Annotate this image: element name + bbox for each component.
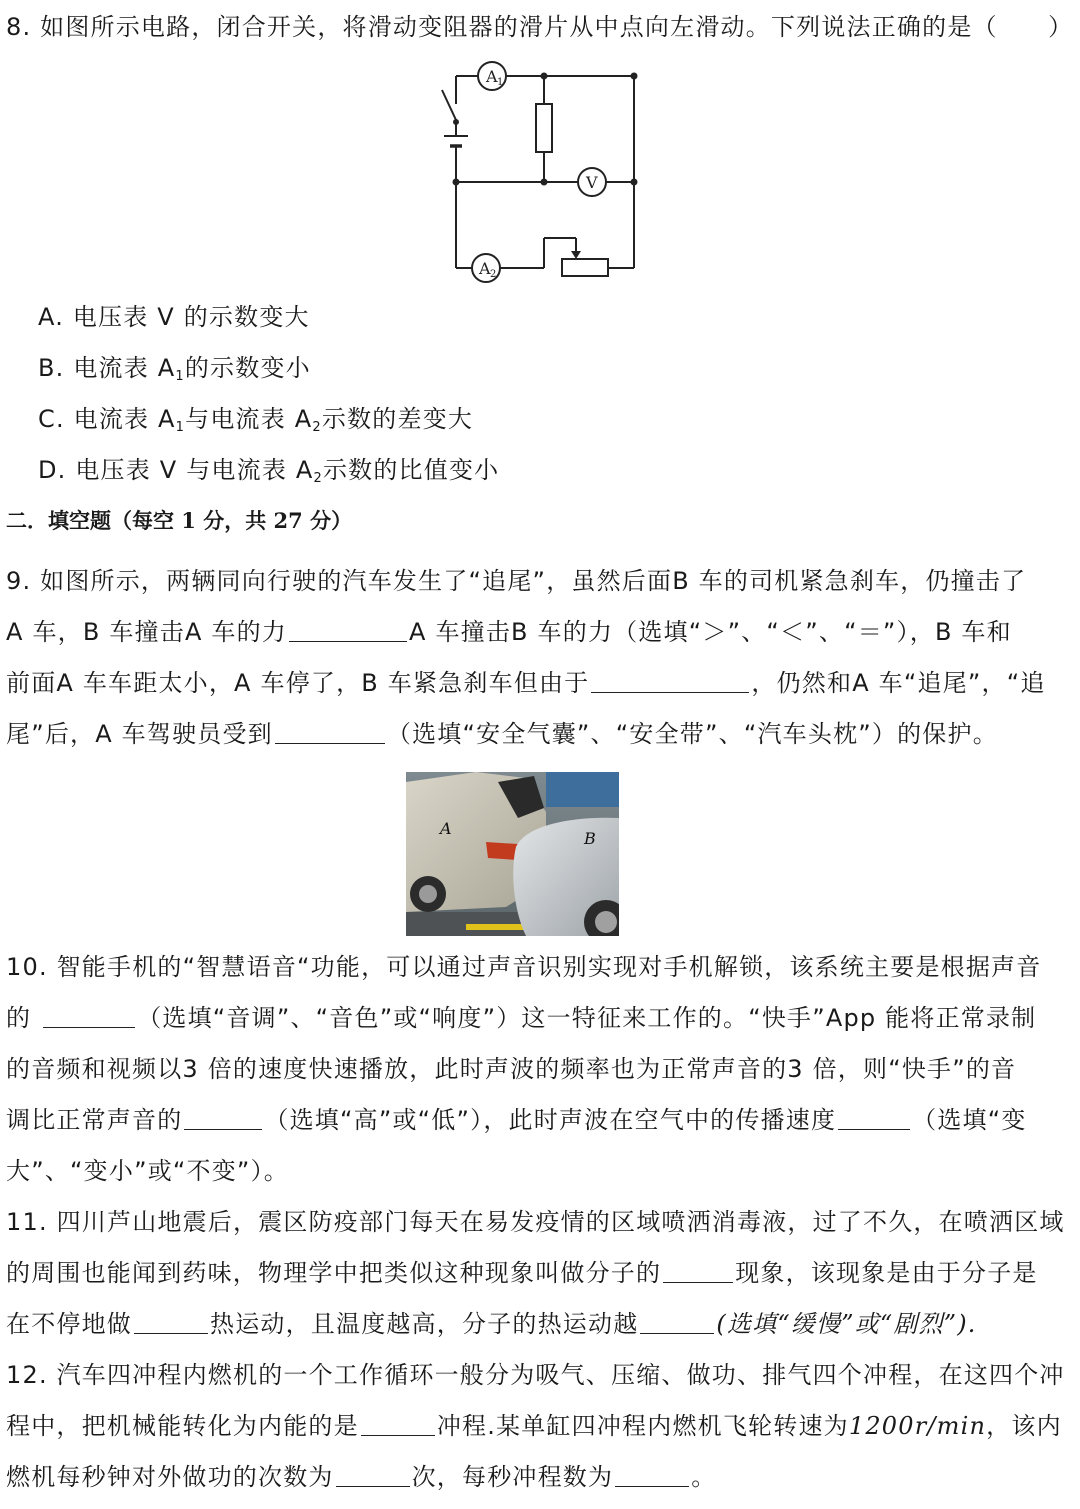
a2-label: A xyxy=(479,259,491,278)
resistor-symbol xyxy=(536,104,552,152)
q8-stem: 8. 如图所示电路，闭合开关，将滑动变阻器的滑片从中点向左滑动。下列说法正确的是（ ） xyxy=(6,13,1074,41)
q9-line-4: 尾”后，A 车驾驶员受到 （选填“安全气囊”、“安全带”、“汽车头枕”）的保护。 xyxy=(6,720,998,748)
q12-blank-1[interactable] xyxy=(361,1411,435,1436)
section-title: 二．填空题（每空 1 分，共 27 分） xyxy=(6,508,353,533)
q9-line-1: 9. 如图所示，两辆同向行驶的汽车发生了“追尾”，虽然后面B 车的司机紧急刹车，仍撞击了 xyxy=(6,567,1027,595)
battery-symbol xyxy=(444,136,468,146)
q12-line-2: 程中，把机械能转化为内能的是 冲程.某单缸四冲程内燃机飞轮转速为1200r/min，该内 xyxy=(6,1412,1062,1440)
q12-line-1: 12. 汽车四冲程内燃机的一个工作循环一般分为吸气、压缩、做功、排气四个冲程，在这四个冲 xyxy=(6,1361,1065,1389)
q12-blank-3[interactable] xyxy=(615,1462,689,1487)
car-a-label: A xyxy=(440,819,452,838)
circuit-diagram xyxy=(430,56,650,286)
q10-blank-1[interactable] xyxy=(43,1003,135,1028)
ammeter-a2 xyxy=(472,254,500,282)
voltmeter-v xyxy=(578,168,606,196)
a1-label: A xyxy=(486,67,498,86)
a2-sub-label: 2 xyxy=(490,269,497,280)
car-b-label: B xyxy=(584,829,596,848)
q10-line-2: 的 （选填“音调”、“音色”或“响度”）这一特征来工作的。“快手”App 能将正常录制 xyxy=(6,1004,1037,1032)
q11-line-2: 的周围也能闻到药味，物理学中把类似这种现象叫做分子的 现象，该现象是由于分子是 xyxy=(6,1259,1038,1287)
q12-line-3: 燃机每秒钟对外做功的次数为 次，每秒冲程数为 。 xyxy=(6,1463,717,1491)
q12-blank-2[interactable] xyxy=(336,1462,410,1487)
q9-line-2: A 车，B 车撞击A 车的力 A 车撞击B 车的力（选填“＞”、“＜”、“＝”），B 车和 xyxy=(6,618,1012,646)
q11-blank-3[interactable] xyxy=(640,1309,714,1334)
a1-sub-label: 1 xyxy=(497,77,504,88)
q10-line-5: 大”、“变小”或“不变”）。 xyxy=(6,1157,289,1185)
q9-blank-1[interactable] xyxy=(289,617,407,642)
option-c: C. 电流表 $A_1$与电流表 $A_2$示数的差变大 xyxy=(38,405,474,435)
q10-line-1: 10. 智能手机的“智慧语音“功能，可以通过声音识别实现对手机解锁，该系统主要是根据声音 xyxy=(6,953,1042,981)
q9-line-3: 前面A 车车距太小，A 车停了，B 车紧急刹车但由于 ，仍然和A 车“追尾”，“追 xyxy=(6,669,1046,697)
option-d: D. 电压表 V 与电流表 $A_2$示数的比值变小 xyxy=(38,456,500,486)
q10-blank-3[interactable] xyxy=(838,1105,910,1130)
q11-blank-1[interactable] xyxy=(663,1258,733,1283)
rear-end-collision-photo xyxy=(406,772,619,936)
q10-blank-2[interactable] xyxy=(184,1105,262,1130)
q9-blank-3[interactable] xyxy=(275,719,385,744)
q10-line-4: 调比正常声音的 （选填“高”或“低”），此时声波在空气中的传播速度 （选填“变 xyxy=(6,1106,1027,1134)
q11-line-3: 在不停地做 热运动，且温度越高，分子的热运动越 (选填“缓慢”或“剧烈”). xyxy=(6,1310,977,1338)
q10-line-3: 的音频和视频以3 倍的速度快速播放，此时声波的频率也为正常声音的3 倍，则“快手”的音 xyxy=(6,1055,1017,1083)
q9-blank-2[interactable] xyxy=(591,668,749,693)
rheostat-symbol xyxy=(562,238,608,276)
option-b: B. 电流表 $A_1$的示数变小 xyxy=(38,354,311,384)
v-label: V xyxy=(586,173,598,192)
ammeter-a1 xyxy=(478,62,506,90)
option-a: A. 电压表 V 的示数变大 xyxy=(38,303,310,331)
q11-blank-2[interactable] xyxy=(134,1309,208,1334)
q11-line-1: 11. 四川芦山地震后，震区防疫部门每天在易发疫情的区域喷洒消毒液，过了不久，在喷洒区域 xyxy=(6,1208,1065,1236)
